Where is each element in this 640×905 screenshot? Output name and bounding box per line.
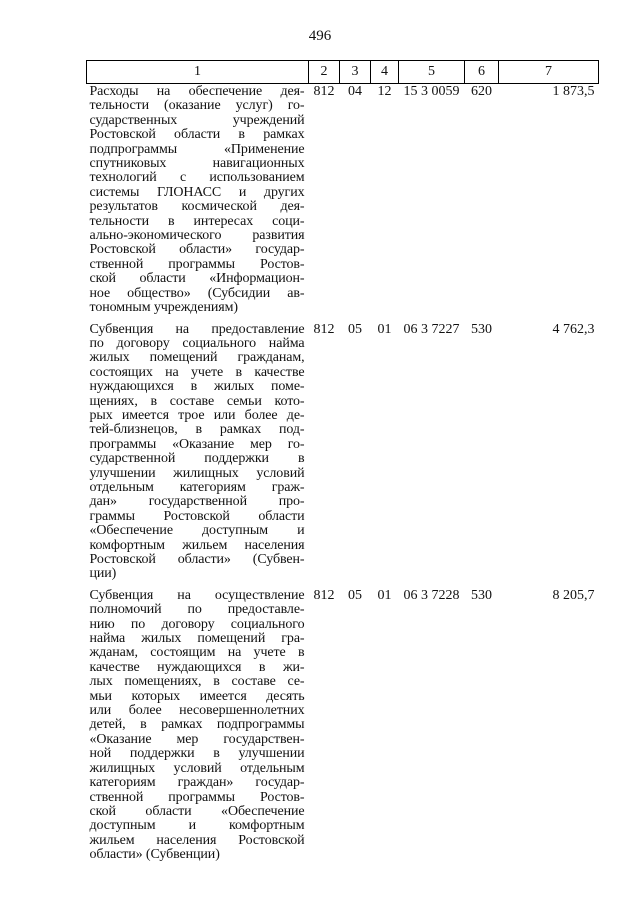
amount: 8 205,7 [552,587,595,603]
column-number: 1 [87,61,309,84]
column-number: 2 [309,61,340,84]
description-line: ции) [89,566,117,582]
description-line: жданам, состоящим на учете в [89,645,305,661]
description-line: нию по договору социального [89,616,305,632]
column-number: 3 [340,61,371,84]
description-line: системы ГЛОНАСС и других [89,184,305,200]
subsection-code: 01 [377,587,392,603]
description-line: ской области «Обеспечение [89,803,305,819]
description-line: тей-близнецов, в рамках под- [89,422,305,438]
description-line: Ростовской области в рамках [89,127,305,143]
description-line: области» (Субвенции) [89,847,220,863]
description-line: ально-экономического развития [89,228,305,244]
subsection-code: 01 [377,321,392,337]
description-line: ное общество» (Субсидии ав- [89,285,305,301]
column-number-header [87,61,599,84]
amount: 1 873,5 [552,84,595,99]
description-line: Расходы на обеспечение дея- [89,84,305,99]
expense-type-code: 530 [471,321,492,337]
page-number: 496 [308,28,332,44]
description-line: сударственной поддержки в [89,451,305,467]
description-line: ственной программы Ростов- [89,256,305,272]
description-line: Ростовской области» государ- [89,242,305,258]
description-line: жилых помещений гражданам, [89,350,305,366]
expense-type-code: 530 [471,587,492,603]
description-line: комфортным жильем населения [89,537,305,553]
description-line: или более несовершеннолетних [89,703,305,719]
column-number: 4 [371,61,399,84]
description-line: рых имеется трое или более де- [89,407,305,423]
description-line: «Обеспечение доступным и [89,523,305,539]
description-line: полномочий по предоставле- [89,602,305,618]
description-line: тономным учреждениям) [89,300,238,316]
description-line: «Оказание мер государствен- [89,731,305,747]
target-article-code: 06 3 7228 [403,587,460,603]
amount: 4 762,3 [552,321,595,337]
description-line: по договору социального найма [89,335,305,351]
ministry-code: 812 [313,587,335,603]
expense-description [87,84,309,322]
section-code: 04 [348,84,362,99]
description-line: мьи которых имеется десять [89,688,305,704]
description-line: дан» государственной про- [89,494,305,510]
description-line: состоящих на учете в качестве [89,364,305,380]
ministry-code: 812 [313,321,335,337]
description-line: найма жилых помещений гра- [89,631,305,647]
description-line: программы «Оказание мер го- [89,436,305,452]
description-line: спутниковых навигационных [89,156,305,172]
description-line: ственной программы Ростов- [89,789,305,805]
description-line: Ростовской области» (Субвен- [89,552,305,567]
column-number: 6 [465,61,499,84]
description-line: жильем населения Ростовской [89,832,305,848]
ministry-code: 812 [313,84,335,99]
description-line: категориям граждан» государ- [89,775,305,791]
description-line: тельности (оказание услуг) го- [89,98,305,114]
description-line: результатов космической дея- [89,199,305,215]
description-line: нуждающихся в жилых поме- [89,379,305,395]
column-number: 5 [399,61,465,84]
expense-description [87,322,309,588]
section-code: 05 [348,587,362,603]
column-number: 7 [499,61,599,84]
table-row [87,84,599,322]
subsection-code: 12 [377,84,392,99]
description-line: отдельным категориям граж- [89,479,305,495]
description-line: технологий с использованием [89,170,305,186]
description-line: сударственных учреждений [89,112,305,128]
section-code: 05 [348,321,362,337]
description-line: улучшении жилищных условий [89,465,305,481]
description-line: щениях, в составе семьи кото- [89,393,305,409]
description-line: граммы Ростовской области [89,508,305,524]
description-line: Субвенция на осуществление [89,587,305,603]
table-row [87,588,599,869]
description-line: ной поддержки в улучшении [89,746,305,762]
description-line: ской области «Информацион- [89,271,305,287]
table-row [87,322,599,588]
description-line: Субвенция на предоставление [89,321,305,337]
description-line: детей, в рамках подпрограммы [89,717,305,733]
description-line: жилищных условий отдельным [89,760,305,776]
description-line: лых помещениях, в составе се- [89,674,305,690]
expense-type-code: 620 [471,84,492,99]
description-line: тельности в интересах соци- [89,213,305,229]
target-article-code: 06 3 7227 [403,321,460,337]
description-line: качестве нуждающихся в жи- [89,659,305,675]
expense-description [87,588,309,869]
description-line: доступным и комфортным [89,818,305,834]
description-line: подпрограммы «Применение [89,141,305,157]
target-article-code: 15 3 0059 [403,84,460,99]
budget-table [86,60,599,869]
